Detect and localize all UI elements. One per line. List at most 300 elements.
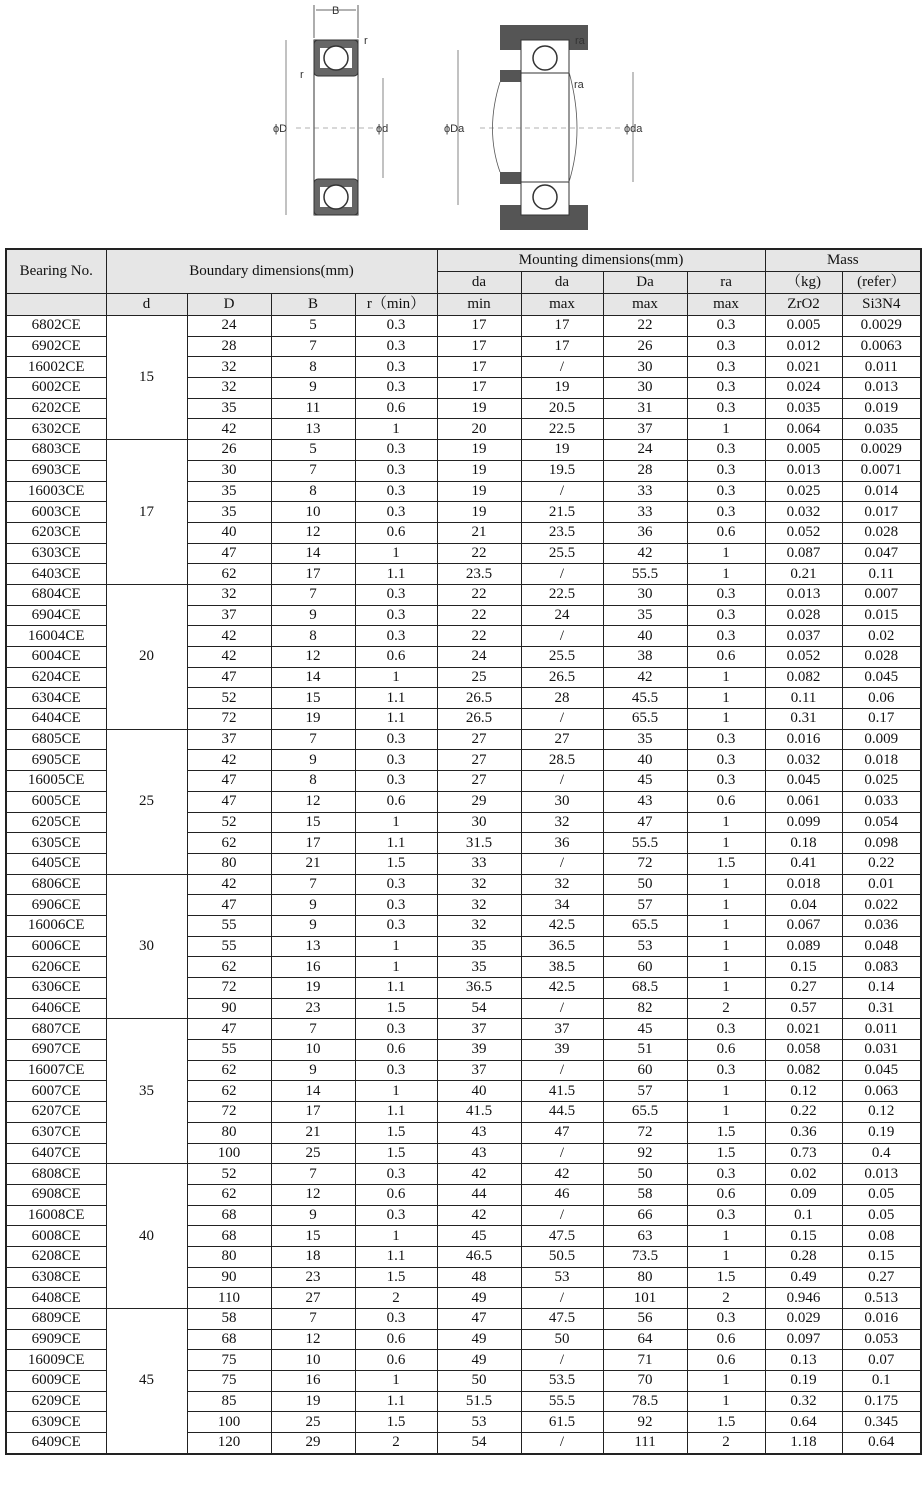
cell-Da-max: 28 <box>603 460 687 481</box>
cell-mass-si3n4: 0.0063 <box>842 336 921 357</box>
cell-bearing-no: 6206CE <box>6 957 106 978</box>
cell-mass-zro2: 0.082 <box>765 667 842 688</box>
cell-bearing-no: 6405CE <box>6 853 106 874</box>
cell-B: 12 <box>271 1329 355 1350</box>
header-max-da: max <box>521 294 603 316</box>
cell-da-min: 17 <box>437 336 521 357</box>
cell-mass-si3n4: 0.175 <box>842 1391 921 1412</box>
cell-mass-si3n4: 0.11 <box>842 564 921 585</box>
cell-bearing-no: 6208CE <box>6 1246 106 1267</box>
cell-B: 13 <box>271 419 355 440</box>
cell-bearing-no: 16004CE <box>6 626 106 647</box>
cell-ra-max: 0.6 <box>687 791 765 812</box>
cell-mass-si3n4: 0.513 <box>842 1288 921 1309</box>
cell-mass-zro2: 0.021 <box>765 357 842 378</box>
cell-da-max: 36.5 <box>521 936 603 957</box>
cell-Da-max: 64 <box>603 1329 687 1350</box>
cell-ra-max: 1 <box>687 957 765 978</box>
cell-r-min: 0.3 <box>355 1164 437 1185</box>
label-da: ϕda <box>624 123 643 135</box>
cell-ra-max: 1 <box>687 915 765 936</box>
cell-r-min: 2 <box>355 1433 437 1454</box>
cell-ra-max: 1 <box>687 564 765 585</box>
cell-r-min: 0.3 <box>355 1309 437 1330</box>
cell-da-min: 22 <box>437 605 521 626</box>
cell-D: 62 <box>187 957 271 978</box>
cell-r-min: 1.5 <box>355 998 437 1019</box>
cell-D: 80 <box>187 1122 271 1143</box>
cell-r-min: 0.3 <box>355 771 437 792</box>
cell-D: 110 <box>187 1288 271 1309</box>
cell-D: 47 <box>187 895 271 916</box>
cell-da-max: 30 <box>521 791 603 812</box>
cell-D: 32 <box>187 357 271 378</box>
cell-ra-max: 0.3 <box>687 316 765 337</box>
cell-mass-zro2: 0.028 <box>765 605 842 626</box>
cell-D: 35 <box>187 502 271 523</box>
cell-r-min: 1 <box>355 543 437 564</box>
cell-bearing-no: 16005CE <box>6 771 106 792</box>
cell-mass-si3n4: 0.0029 <box>842 440 921 461</box>
cell-bearing-no: 6805CE <box>6 729 106 750</box>
cell-da-max: 17 <box>521 316 603 337</box>
cell-da-max: 50.5 <box>521 1246 603 1267</box>
header-kg: （kg) <box>765 272 842 294</box>
cell-D: 47 <box>187 791 271 812</box>
cell-mass-si3n4: 0.098 <box>842 833 921 854</box>
cell-da-min: 47 <box>437 1309 521 1330</box>
cell-r-min: 0.6 <box>355 1184 437 1205</box>
cell-da-min: 21 <box>437 522 521 543</box>
cell-Da-max: 55.5 <box>603 833 687 854</box>
cell-Da-max: 73.5 <box>603 1246 687 1267</box>
cell-mass-zro2: 0.052 <box>765 647 842 668</box>
cell-da-min: 42 <box>437 1205 521 1226</box>
cell-mass-si3n4: 0.011 <box>842 1019 921 1040</box>
cell-Da-max: 22 <box>603 316 687 337</box>
cell-D: 37 <box>187 729 271 750</box>
cell-r-min: 1 <box>355 812 437 833</box>
cell-ra-max: 0.3 <box>687 750 765 771</box>
cell-mass-si3n4: 0.017 <box>842 502 921 523</box>
cell-r-min: 1 <box>355 1371 437 1392</box>
cell-r-min: 2 <box>355 1288 437 1309</box>
cell-Da-max: 33 <box>603 502 687 523</box>
cell-da-min: 22 <box>437 543 521 564</box>
cell-da-max: 61.5 <box>521 1412 603 1433</box>
cell-B: 7 <box>271 1019 355 1040</box>
cell-Da-max: 58 <box>603 1184 687 1205</box>
cell-bearing-no: 6903CE <box>6 460 106 481</box>
cell-da-min: 19 <box>437 481 521 502</box>
cell-mass-si3n4: 0.07 <box>842 1350 921 1371</box>
cell-da-max: 42 <box>521 1164 603 1185</box>
cell-mass-zro2: 0.021 <box>765 1019 842 1040</box>
cell-da-max: 24 <box>521 605 603 626</box>
cell-r-min: 0.3 <box>355 460 437 481</box>
cell-mass-zro2: 0.052 <box>765 522 842 543</box>
cell-bearing-no: 6305CE <box>6 833 106 854</box>
cell-Da-max: 50 <box>603 874 687 895</box>
cell-r-min: 0.6 <box>355 398 437 419</box>
cell-r-min: 1 <box>355 957 437 978</box>
cell-mass-si3n4: 0.1 <box>842 1371 921 1392</box>
cell-da-max: 32 <box>521 874 603 895</box>
cell-mass-si3n4: 0.12 <box>842 1102 921 1123</box>
label-Da: ϕDa <box>444 123 465 135</box>
cell-ra-max: 0.3 <box>687 481 765 502</box>
cell-r-min: 1 <box>355 667 437 688</box>
cell-Da-max: 60 <box>603 957 687 978</box>
cell-D: 72 <box>187 978 271 999</box>
cell-r-min: 1.5 <box>355 853 437 874</box>
table-row <box>6 1309 921 1330</box>
cell-mass-si3n4: 0.31 <box>842 998 921 1019</box>
cell-D: 47 <box>187 771 271 792</box>
cell-Da-max: 33 <box>603 481 687 502</box>
cell-B: 9 <box>271 915 355 936</box>
cell-B: 8 <box>271 481 355 502</box>
cell-mass-si3n4: 0.01 <box>842 874 921 895</box>
cell-Da-max: 51 <box>603 1040 687 1061</box>
cell-da-min: 26.5 <box>437 688 521 709</box>
cell-Da-max: 70 <box>603 1371 687 1392</box>
cell-da-max: 36 <box>521 833 603 854</box>
cell-mass-zro2: 0.13 <box>765 1350 842 1371</box>
cell-mass-si3n4: 0.14 <box>842 978 921 999</box>
cell-da-max: / <box>521 1350 603 1371</box>
cell-mass-zro2: 0.15 <box>765 957 842 978</box>
cell-Da-max: 42 <box>603 543 687 564</box>
cell-mass-si3n4: 0.018 <box>842 750 921 771</box>
cell-mass-si3n4: 0.028 <box>842 647 921 668</box>
cell-mass-si3n4: 0.045 <box>842 1060 921 1081</box>
cell-r-min: 0.6 <box>355 791 437 812</box>
cell-D: 100 <box>187 1412 271 1433</box>
cell-Da-max: 45 <box>603 1019 687 1040</box>
cell-ra-max: 1.5 <box>687 853 765 874</box>
cell-mass-si3n4: 0.036 <box>842 915 921 936</box>
cell-B: 14 <box>271 543 355 564</box>
table-row <box>6 316 921 337</box>
header-D: D <box>187 294 271 316</box>
cell-mass-zro2: 0.32 <box>765 1391 842 1412</box>
cell-bearing-no: 6304CE <box>6 688 106 709</box>
cell-B: 27 <box>271 1288 355 1309</box>
cell-ra-max: 0.3 <box>687 729 765 750</box>
cell-da-max: 27 <box>521 729 603 750</box>
cell-bearing-no: 6806CE <box>6 874 106 895</box>
cell-mass-si3n4: 0.009 <box>842 729 921 750</box>
cell-Da-max: 36 <box>603 522 687 543</box>
cell-da-min: 23.5 <box>437 564 521 585</box>
cell-da-min: 27 <box>437 750 521 771</box>
cell-bearing-no: 6905CE <box>6 750 106 771</box>
cell-da-max: 39 <box>521 1040 603 1061</box>
cell-mass-zro2: 1.18 <box>765 1433 842 1454</box>
cell-mass-si3n4: 0.02 <box>842 626 921 647</box>
cell-B: 14 <box>271 1081 355 1102</box>
cell-da-max: 28 <box>521 688 603 709</box>
cell-da-max: / <box>521 1288 603 1309</box>
cell-r-min: 1.1 <box>355 978 437 999</box>
cell-mass-si3n4: 0.013 <box>842 378 921 399</box>
cell-B: 13 <box>271 936 355 957</box>
cell-D: 52 <box>187 1164 271 1185</box>
cell-mass-zro2: 0.31 <box>765 709 842 730</box>
cell-r-min: 1.5 <box>355 1122 437 1143</box>
cell-r-min: 0.3 <box>355 915 437 936</box>
cell-B: 10 <box>271 1040 355 1061</box>
cell-mass-si3n4: 0.063 <box>842 1081 921 1102</box>
cell-mass-zro2: 0.089 <box>765 936 842 957</box>
table-row <box>6 440 921 461</box>
cell-Da-max: 31 <box>603 398 687 419</box>
cell-r-min: 0.3 <box>355 1205 437 1226</box>
header-r-min: r（min） <box>355 294 437 316</box>
cell-Da-max: 50 <box>603 1164 687 1185</box>
cell-ra-max: 0.3 <box>687 440 765 461</box>
cell-da-min: 27 <box>437 771 521 792</box>
cell-mass-si3n4: 0.028 <box>842 522 921 543</box>
cell-D: 47 <box>187 1019 271 1040</box>
header-Da: Da <box>603 272 687 294</box>
cell-mass-si3n4: 0.048 <box>842 936 921 957</box>
cell-da-min: 17 <box>437 316 521 337</box>
header-max-Da: max <box>603 294 687 316</box>
cell-bearing-no: 6908CE <box>6 1184 106 1205</box>
cell-da-max: / <box>521 1433 603 1454</box>
cell-da-max: / <box>521 998 603 1019</box>
cell-ra-max: 0.6 <box>687 1350 765 1371</box>
cell-D: 42 <box>187 419 271 440</box>
cell-ra-max: 2 <box>687 1288 765 1309</box>
cell-bearing-no: 16002CE <box>6 357 106 378</box>
cell-bearing-no: 6904CE <box>6 605 106 626</box>
cell-D: 90 <box>187 1267 271 1288</box>
cell-Da-max: 72 <box>603 1122 687 1143</box>
cell-B: 9 <box>271 378 355 399</box>
cell-da-max: 26.5 <box>521 667 603 688</box>
cell-D: 32 <box>187 584 271 605</box>
cell-ra-max: 1 <box>687 895 765 916</box>
cell-mass-si3n4: 0.06 <box>842 688 921 709</box>
cell-da-min: 17 <box>437 378 521 399</box>
cell-da-min: 29 <box>437 791 521 812</box>
cell-B: 19 <box>271 1391 355 1412</box>
cell-ra-max: 0.3 <box>687 1019 765 1040</box>
cell-da-min: 44 <box>437 1184 521 1205</box>
cell-B: 7 <box>271 729 355 750</box>
cell-r-min: 0.3 <box>355 605 437 626</box>
cell-da-max: / <box>521 1060 603 1081</box>
cell-mass-si3n4: 0.013 <box>842 1164 921 1185</box>
cell-D: 32 <box>187 378 271 399</box>
cell-B: 12 <box>271 1184 355 1205</box>
cell-bearing-no: 6902CE <box>6 336 106 357</box>
label-ra: ra <box>575 35 585 47</box>
cell-r-min: 0.3 <box>355 895 437 916</box>
cell-Da-max: 63 <box>603 1226 687 1247</box>
cell-mass-zro2: 0.28 <box>765 1246 842 1267</box>
cell-ra-max: 1.5 <box>687 1412 765 1433</box>
cell-bearing-no: 6003CE <box>6 502 106 523</box>
cell-mass-zro2: 0.018 <box>765 874 842 895</box>
cell-bearing-no: 16006CE <box>6 915 106 936</box>
cell-mass-si3n4: 0.05 <box>842 1184 921 1205</box>
cell-bearing-no: 6203CE <box>6 522 106 543</box>
cell-da-min: 54 <box>437 1433 521 1454</box>
cell-da-max: 47 <box>521 1122 603 1143</box>
cell-Da-max: 56 <box>603 1309 687 1330</box>
cell-bearing-no: 6406CE <box>6 998 106 1019</box>
cell-Da-max: 66 <box>603 1205 687 1226</box>
cell-da-min: 17 <box>437 357 521 378</box>
cell-bore-d: 25 <box>106 729 187 874</box>
cell-ra-max: 2 <box>687 998 765 1019</box>
label-D: ϕD <box>273 123 288 135</box>
cell-D: 62 <box>187 1184 271 1205</box>
cell-da-min: 20 <box>437 419 521 440</box>
cell-mass-zro2: 0.73 <box>765 1143 842 1164</box>
cell-B: 8 <box>271 626 355 647</box>
cell-B: 17 <box>271 1102 355 1123</box>
cell-da-min: 42 <box>437 1164 521 1185</box>
cell-ra-max: 0.6 <box>687 647 765 668</box>
cell-ra-max: 1.5 <box>687 1143 765 1164</box>
table-row <box>6 584 921 605</box>
cell-B: 17 <box>271 833 355 854</box>
cell-Da-max: 68.5 <box>603 978 687 999</box>
cell-bore-d: 20 <box>106 584 187 729</box>
cell-r-min: 0.6 <box>355 1329 437 1350</box>
cell-da-min: 32 <box>437 874 521 895</box>
cell-mass-zro2: 0.061 <box>765 791 842 812</box>
cell-ra-max: 1 <box>687 833 765 854</box>
cell-da-min: 39 <box>437 1040 521 1061</box>
cell-mass-zro2: 0.64 <box>765 1412 842 1433</box>
cell-D: 47 <box>187 543 271 564</box>
bearing-cross-section <box>273 5 388 215</box>
cell-mass-si3n4: 0.025 <box>842 771 921 792</box>
cell-D: 68 <box>187 1226 271 1247</box>
cell-D: 90 <box>187 998 271 1019</box>
header-d: d <box>106 294 187 316</box>
cell-bearing-no: 6803CE <box>6 440 106 461</box>
cell-Da-max: 30 <box>603 357 687 378</box>
cell-bearing-no: 16008CE <box>6 1205 106 1226</box>
cell-ra-max: 1 <box>687 812 765 833</box>
cell-B: 14 <box>271 667 355 688</box>
cell-ra-max: 0.3 <box>687 357 765 378</box>
cell-mass-zro2: 0.082 <box>765 1060 842 1081</box>
cell-mass-zro2: 0.087 <box>765 543 842 564</box>
cell-da-max: 38.5 <box>521 957 603 978</box>
cell-da-min: 53 <box>437 1412 521 1433</box>
cell-mass-zro2: 0.19 <box>765 1371 842 1392</box>
cell-bearing-no: 6403CE <box>6 564 106 585</box>
cell-B: 7 <box>271 584 355 605</box>
cell-Da-max: 101 <box>603 1288 687 1309</box>
cell-B: 5 <box>271 316 355 337</box>
cell-B: 16 <box>271 957 355 978</box>
cell-mass-zro2: 0.18 <box>765 833 842 854</box>
cell-mass-zro2: 0.045 <box>765 771 842 792</box>
header-ra: ra <box>687 272 765 294</box>
cell-ra-max: 0.3 <box>687 460 765 481</box>
cell-da-min: 37 <box>437 1060 521 1081</box>
cell-ra-max: 1 <box>687 709 765 730</box>
cell-mass-si3n4: 0.015 <box>842 605 921 626</box>
cell-da-max: 46 <box>521 1184 603 1205</box>
label-r: r <box>364 35 368 47</box>
cell-mass-zro2: 0.02 <box>765 1164 842 1185</box>
cell-mass-zro2: 0.024 <box>765 378 842 399</box>
cell-mass-si3n4: 0.011 <box>842 357 921 378</box>
cell-da-min: 49 <box>437 1329 521 1350</box>
cell-ra-max: 1 <box>687 419 765 440</box>
cell-ra-max: 0.3 <box>687 626 765 647</box>
cell-bearing-no: 6207CE <box>6 1102 106 1123</box>
cell-B: 21 <box>271 853 355 874</box>
cell-r-min: 0.3 <box>355 626 437 647</box>
cell-da-max: 42.5 <box>521 978 603 999</box>
cell-B: 19 <box>271 978 355 999</box>
header-min: min <box>437 294 521 316</box>
cell-mass-si3n4: 0.05 <box>842 1205 921 1226</box>
cell-r-min: 0.3 <box>355 481 437 502</box>
cell-mass-zro2: 0.025 <box>765 481 842 502</box>
cell-B: 15 <box>271 688 355 709</box>
cell-B: 9 <box>271 605 355 626</box>
cell-da-max: / <box>521 1143 603 1164</box>
cell-Da-max: 45 <box>603 771 687 792</box>
cell-bearing-no: 16003CE <box>6 481 106 502</box>
cell-ra-max: 0.3 <box>687 1060 765 1081</box>
cell-B: 15 <box>271 1226 355 1247</box>
cell-ra-max: 0.3 <box>687 1205 765 1226</box>
cell-D: 42 <box>187 750 271 771</box>
cell-mass-zro2: 0.946 <box>765 1288 842 1309</box>
cell-da-max: 53 <box>521 1267 603 1288</box>
cell-bearing-no: 6202CE <box>6 398 106 419</box>
cell-B: 7 <box>271 874 355 895</box>
cell-da-max: 47.5 <box>521 1309 603 1330</box>
cell-r-min: 1 <box>355 936 437 957</box>
cell-ra-max: 0.3 <box>687 502 765 523</box>
table-body <box>6 316 921 1454</box>
cell-da-min: 35 <box>437 936 521 957</box>
cell-mass-si3n4: 0.016 <box>842 1309 921 1330</box>
cell-B: 25 <box>271 1412 355 1433</box>
cell-mass-zro2: 0.037 <box>765 626 842 647</box>
cell-bearing-no: 6909CE <box>6 1329 106 1350</box>
cell-bearing-no: 6407CE <box>6 1143 106 1164</box>
cell-D: 62 <box>187 833 271 854</box>
cell-ra-max: 0.6 <box>687 1040 765 1061</box>
cell-ra-max: 1.5 <box>687 1267 765 1288</box>
cell-Da-max: 57 <box>603 1081 687 1102</box>
cell-mass-zro2: 0.005 <box>765 316 842 337</box>
cell-da-max: 53.5 <box>521 1371 603 1392</box>
cell-ra-max: 0.3 <box>687 605 765 626</box>
cell-da-min: 24 <box>437 647 521 668</box>
cell-r-min: 0.3 <box>355 1060 437 1081</box>
cell-da-max: 44.5 <box>521 1102 603 1123</box>
cell-da-min: 48 <box>437 1267 521 1288</box>
cell-ra-max: 0.3 <box>687 336 765 357</box>
cell-bearing-no: 6808CE <box>6 1164 106 1185</box>
